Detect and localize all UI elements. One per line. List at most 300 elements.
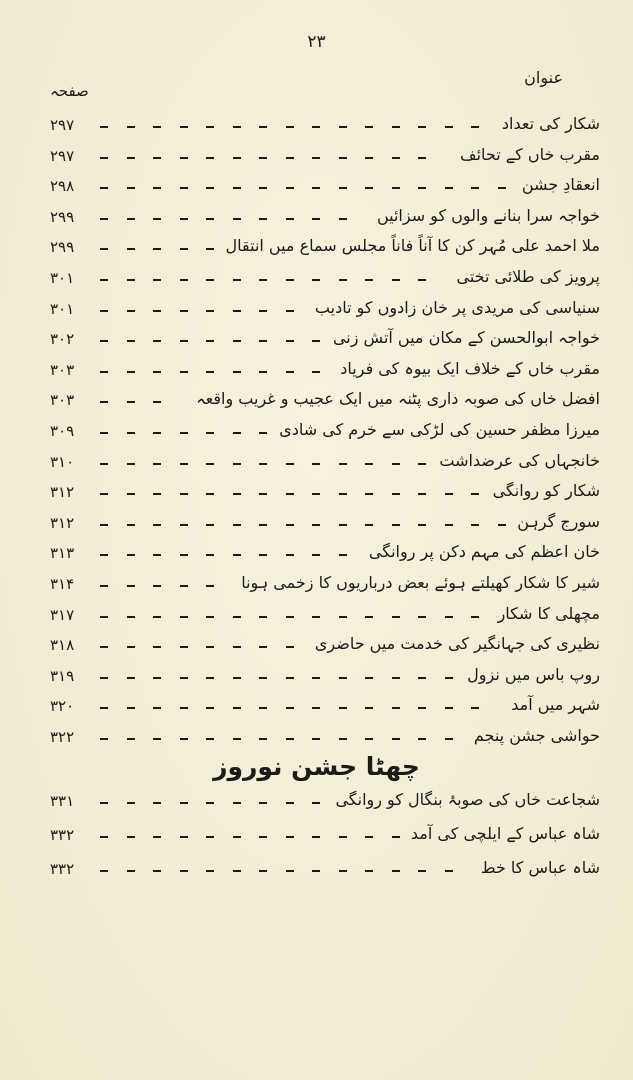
leader-dash [392,279,400,281]
leader-dash [259,802,267,804]
leader-dash [259,646,267,648]
leader-dash [127,585,135,587]
leader-dash [206,677,214,679]
entry-title: خان اعظم کی مہم دکن پر روانگی [368,542,600,562]
leader-dash [206,870,214,872]
leader-dash [259,340,267,342]
leader-dash [233,836,241,838]
toc-entry [40,449,600,479]
leader-dash [180,310,188,312]
leader-dash [180,554,188,556]
leader-dash [127,310,135,312]
leader-dash [100,738,108,740]
leader-dash [180,340,188,342]
leader-dash [392,524,400,526]
entry-page: ۳۱۴ [50,575,75,593]
leader-dash [418,279,426,281]
leader-dash [392,157,400,159]
leader-dash [286,616,294,618]
leader-dash [365,677,373,679]
leader-dash [286,836,294,838]
entry-title: سورج گرہن [517,511,600,531]
leader-dash [206,218,214,220]
leader-dash [153,371,161,373]
leader-dash [259,371,267,373]
toc-entry [40,663,600,693]
entry-title: انعقادِ جشن [521,175,600,195]
leader-dash [100,707,108,709]
leader-dashes [100,157,600,159]
leader-dash [233,218,241,220]
leader-dash [180,646,188,648]
leader-dash [206,126,214,128]
leader-dash [100,279,108,281]
toc-entry [40,265,600,295]
leader-dash [312,218,320,220]
leader-dash [259,279,267,281]
leader-dash [233,870,241,872]
leader-dash [127,738,135,740]
leader-dash [418,463,426,465]
leader-dash [312,340,320,342]
leader-dashes [100,524,600,526]
leader-dash [180,493,188,495]
leader-dash [180,802,188,804]
leader-dash [180,707,188,709]
leader-dash [418,616,426,618]
leader-dashes [100,340,600,342]
leader-dash [153,401,161,403]
leader-dash [312,738,320,740]
leader-dash [233,646,241,648]
entry-page: ۳۰۲ [50,330,75,349]
leader-dashes [100,401,600,403]
leader-dash [153,157,161,159]
toc-entry [40,112,600,142]
leader-dash [127,371,135,373]
entry-page: ۳۲۲ [50,728,75,746]
leader-dash [312,493,320,495]
leader-dash [365,707,373,709]
leader-dash [471,707,479,709]
leader-dash [127,279,135,281]
leader-dash [153,187,161,189]
entry-title: مقرب خاں کے تحائف [460,144,600,164]
leader-dash [127,524,135,526]
leader-dash [127,126,135,128]
leader-dashes [100,836,600,838]
leader-dash [127,463,135,465]
leader-dashes [100,707,600,709]
page-number: ۲۳ [307,32,326,52]
leader-dash [153,707,161,709]
leader-dash [153,463,161,465]
leader-dash [365,493,373,495]
leader-dash [233,738,241,740]
leader-dash [233,310,241,312]
leader-dash [339,493,347,495]
entry-page: ۳۱۲ [50,513,75,532]
entry-title: خواجہ سرا بنانے والوں کو سزائیں [376,205,600,225]
leader-dash [127,187,135,189]
leader-dashes [100,870,600,872]
leader-dash [153,279,161,281]
leader-dash [259,493,267,495]
leader-dash [392,463,400,465]
leader-dash [206,738,214,740]
entry-title: افضل خاں کی صوبہ داری پٹنہ میں ایک عجیب و غریب واقعہ [196,389,600,409]
leader-dash [339,554,347,556]
leader-dash [392,707,400,709]
entry-page: ۳۱۸ [50,636,75,655]
leader-dash [286,524,294,526]
toc-entry [40,632,600,662]
leader-dash [153,554,161,556]
leader-dash [206,802,214,804]
leader-dash [312,616,320,618]
leader-dash [153,493,161,495]
leader-dash [312,187,320,189]
leader-dash [233,432,241,434]
entry-title: شجاعت خاں کی صوبۂ بنگال کو روانگی [335,790,600,809]
page-column-heading: صفحہ [50,82,89,100]
entry-title: مچھلی کا شکار [497,603,600,623]
leader-dash [153,218,161,220]
leader-dash [206,371,214,373]
leader-dash [312,279,320,281]
leader-dash [259,187,267,189]
entry-page: ۳۲۰ [50,697,75,716]
leader-dashes [100,463,600,465]
leader-dash [445,524,453,526]
leader-dash [100,616,108,618]
leader-dash [445,493,453,495]
leader-dash [100,646,108,648]
leader-dash [471,493,479,495]
leader-dash [127,707,135,709]
leader-dash [286,218,294,220]
leader-dash [312,371,320,373]
leader-dashes [100,126,600,128]
section-heading: چھٹا جشن نوروز [213,752,420,781]
entry-page: ۳۰۱ [50,299,75,318]
leader-dash [180,157,188,159]
entry-title: شہر میں آمد [511,695,600,715]
leader-dash [365,463,373,465]
leader-dash [445,677,453,679]
leader-dash [153,248,161,250]
leader-dash [392,738,400,740]
leader-dash [206,524,214,526]
leader-dash [418,677,426,679]
leader-dash [418,126,426,128]
entry-title: نظیری کی جہانگیر کی خدمت میں حاضری [314,634,600,654]
leader-dash [100,401,108,403]
leader-dash [339,463,347,465]
leader-dash [286,157,294,159]
leader-dash [339,157,347,159]
leader-dashes [100,248,600,250]
leader-dash [312,802,320,804]
leader-dash [206,554,214,556]
leader-dash [445,738,453,740]
leader-dash [471,524,479,526]
leader-dash [180,279,188,281]
leader-dash [233,493,241,495]
leader-dash [312,524,320,526]
leader-dash [233,371,241,373]
leader-dash [259,870,267,872]
leader-dash [339,218,347,220]
toc-entry [40,357,600,387]
leader-dash [206,707,214,709]
leader-dashes [100,279,600,281]
leader-dashes [100,616,600,618]
leader-dash [127,554,135,556]
leader-dash [100,554,108,556]
leader-dash [127,432,135,434]
leader-dash [233,707,241,709]
entry-title: خواجہ ابوالحسن کے مکان میں آتش زنی [332,328,600,348]
leader-dash [206,248,214,250]
leader-dash [365,524,373,526]
leader-dash [180,585,188,587]
entry-title: شکار کی تعداد [501,114,600,133]
leader-dash [180,371,188,373]
leader-dash [206,463,214,465]
leader-dashes [100,738,600,740]
toc-entry [40,822,600,852]
leader-dash [445,126,453,128]
leader-dash [286,738,294,740]
leader-dash [498,187,506,189]
leader-dash [259,157,267,159]
leader-dash [206,340,214,342]
entry-title: شیر کا شکار کھیلتے ہوئے بعض درباریوں کا زخمی ہونا [241,573,600,592]
leader-dash [392,870,400,872]
leader-dash [259,616,267,618]
leader-dash [392,493,400,495]
leader-dashes [100,493,600,495]
leader-dash [127,218,135,220]
leader-dash [233,279,241,281]
leader-dash [259,554,267,556]
leader-dash [498,524,506,526]
toc-entry [40,143,600,173]
toc-entry [40,387,600,417]
leader-dash [286,677,294,679]
leader-dash [471,616,479,618]
leader-dash [418,738,426,740]
leader-dash [286,554,294,556]
leader-dash [392,616,400,618]
leader-dash [206,646,214,648]
leader-dash [418,187,426,189]
leader-dashes [100,310,600,312]
entry-page: ۳۰۹ [50,422,75,440]
toc-entry [40,724,600,754]
leader-dash [127,248,135,250]
entry-title: شاہ عباس کے ایلچی کی آمد [410,824,600,843]
entry-title: شاہ عباس کا خط [480,858,600,877]
leader-dash [180,524,188,526]
entry-title: مقرب خاں کے خلاف ایک بیوہ کی فریاد [340,358,600,378]
entry-title: پرویز کی طلائی تختی [456,267,600,286]
leader-dash [365,870,373,872]
leader-dashes [100,802,600,804]
leader-dash [392,836,400,838]
leader-dash [206,836,214,838]
leader-dash [153,126,161,128]
leader-dash [153,310,161,312]
entry-page: ۳۱۷ [50,605,75,624]
toc-entry [40,856,600,886]
leader-dash [259,836,267,838]
leader-dash [339,707,347,709]
entry-page: ۲۹۷ [50,116,75,134]
leader-dash [180,432,188,434]
leader-dash [100,836,108,838]
entry-title: میرزا مظفر حسین کی لڑکی سے خرم کی شادی [279,420,600,439]
leader-dash [445,187,453,189]
leader-dash [286,126,294,128]
entry-page: ۳۳۲ [50,826,75,844]
leader-dash [339,279,347,281]
leader-dash [418,870,426,872]
leader-dash [365,279,373,281]
leader-dash [100,157,108,159]
leader-dash [100,310,108,312]
toc-entry [40,571,600,601]
leader-dash [286,463,294,465]
leader-dash [259,126,267,128]
leader-dash [339,870,347,872]
leader-dash [127,616,135,618]
leader-dash [259,463,267,465]
leader-dash [206,493,214,495]
leader-dash [418,157,426,159]
leader-dash [233,126,241,128]
leader-dash [127,401,135,403]
leader-dash [392,126,400,128]
toc-entry [40,540,600,570]
toc-entry [40,479,600,509]
leader-dash [180,616,188,618]
leader-dash [233,554,241,556]
leader-dash [153,616,161,618]
leader-dash [365,126,373,128]
leader-dash [100,585,108,587]
toc-entry [40,510,600,540]
leader-dash [339,677,347,679]
entry-page: ۲۹۹ [50,207,75,226]
leader-dashes [100,371,600,373]
entry-page: ۳۱۰ [50,452,75,471]
leader-dash [233,677,241,679]
toc-entry [40,418,600,448]
leader-dash [339,738,347,740]
leader-dash [100,463,108,465]
entry-title: شکار کو روانگی [492,481,600,501]
leader-dash [445,707,453,709]
leader-dash [233,616,241,618]
title-column-heading: عنوان [524,68,563,87]
leader-dash [392,677,400,679]
leader-dash [233,157,241,159]
entry-page: ۳۱۳ [50,544,75,563]
leader-dash [286,707,294,709]
entry-title: ملا احمد علی مُہر کن کا آناً فاناً مجلس سماع میں انتقال [225,236,600,256]
entry-page: ۳۱۹ [50,666,75,685]
leader-dash [100,187,108,189]
entry-page: ۲۹۷ [50,146,75,165]
leader-dash [100,340,108,342]
entry-page: ۳۰۱ [50,269,75,287]
leader-dash [180,870,188,872]
leader-dash [259,524,267,526]
leader-dash [180,126,188,128]
leader-dash [392,187,400,189]
leader-dash [153,677,161,679]
leader-dash [233,340,241,342]
leader-dash [100,371,108,373]
leader-dash [100,248,108,250]
toc-entry [40,788,600,818]
toc-entry [40,326,600,356]
leader-dash [127,870,135,872]
leader-dash [259,218,267,220]
leader-dash [127,677,135,679]
leader-dash [127,340,135,342]
leader-dash [127,802,135,804]
leader-dash [127,646,135,648]
leader-dash [365,187,373,189]
entry-page: ۳۰۳ [50,360,75,379]
leader-dash [233,463,241,465]
leader-dash [100,677,108,679]
leader-dash [259,677,267,679]
toc-entry [40,693,600,723]
leader-dashes [100,585,600,587]
leader-dash [286,870,294,872]
leader-dash [471,126,479,128]
leader-dash [312,870,320,872]
leader-dash [180,463,188,465]
leader-dash [286,340,294,342]
leader-dash [339,836,347,838]
leader-dash [180,677,188,679]
leader-dash [418,493,426,495]
leader-dash [180,187,188,189]
leader-dash [180,218,188,220]
leader-dash [418,524,426,526]
toc-entry [40,204,600,234]
leader-dash [286,187,294,189]
leader-dash [100,802,108,804]
leader-dash [127,157,135,159]
leader-dash [286,371,294,373]
entry-title: سنیاسی کی مریدی پر خان زادوں کو تادیب [314,297,600,317]
leader-dash [286,646,294,648]
leader-dash [153,524,161,526]
leader-dash [233,524,241,526]
toc-entry [40,173,600,203]
leader-dash [100,432,108,434]
leader-dash [445,870,453,872]
leader-dashes [100,432,600,434]
entry-page: ۲۹۹ [50,238,75,257]
leader-dashes [100,677,600,679]
